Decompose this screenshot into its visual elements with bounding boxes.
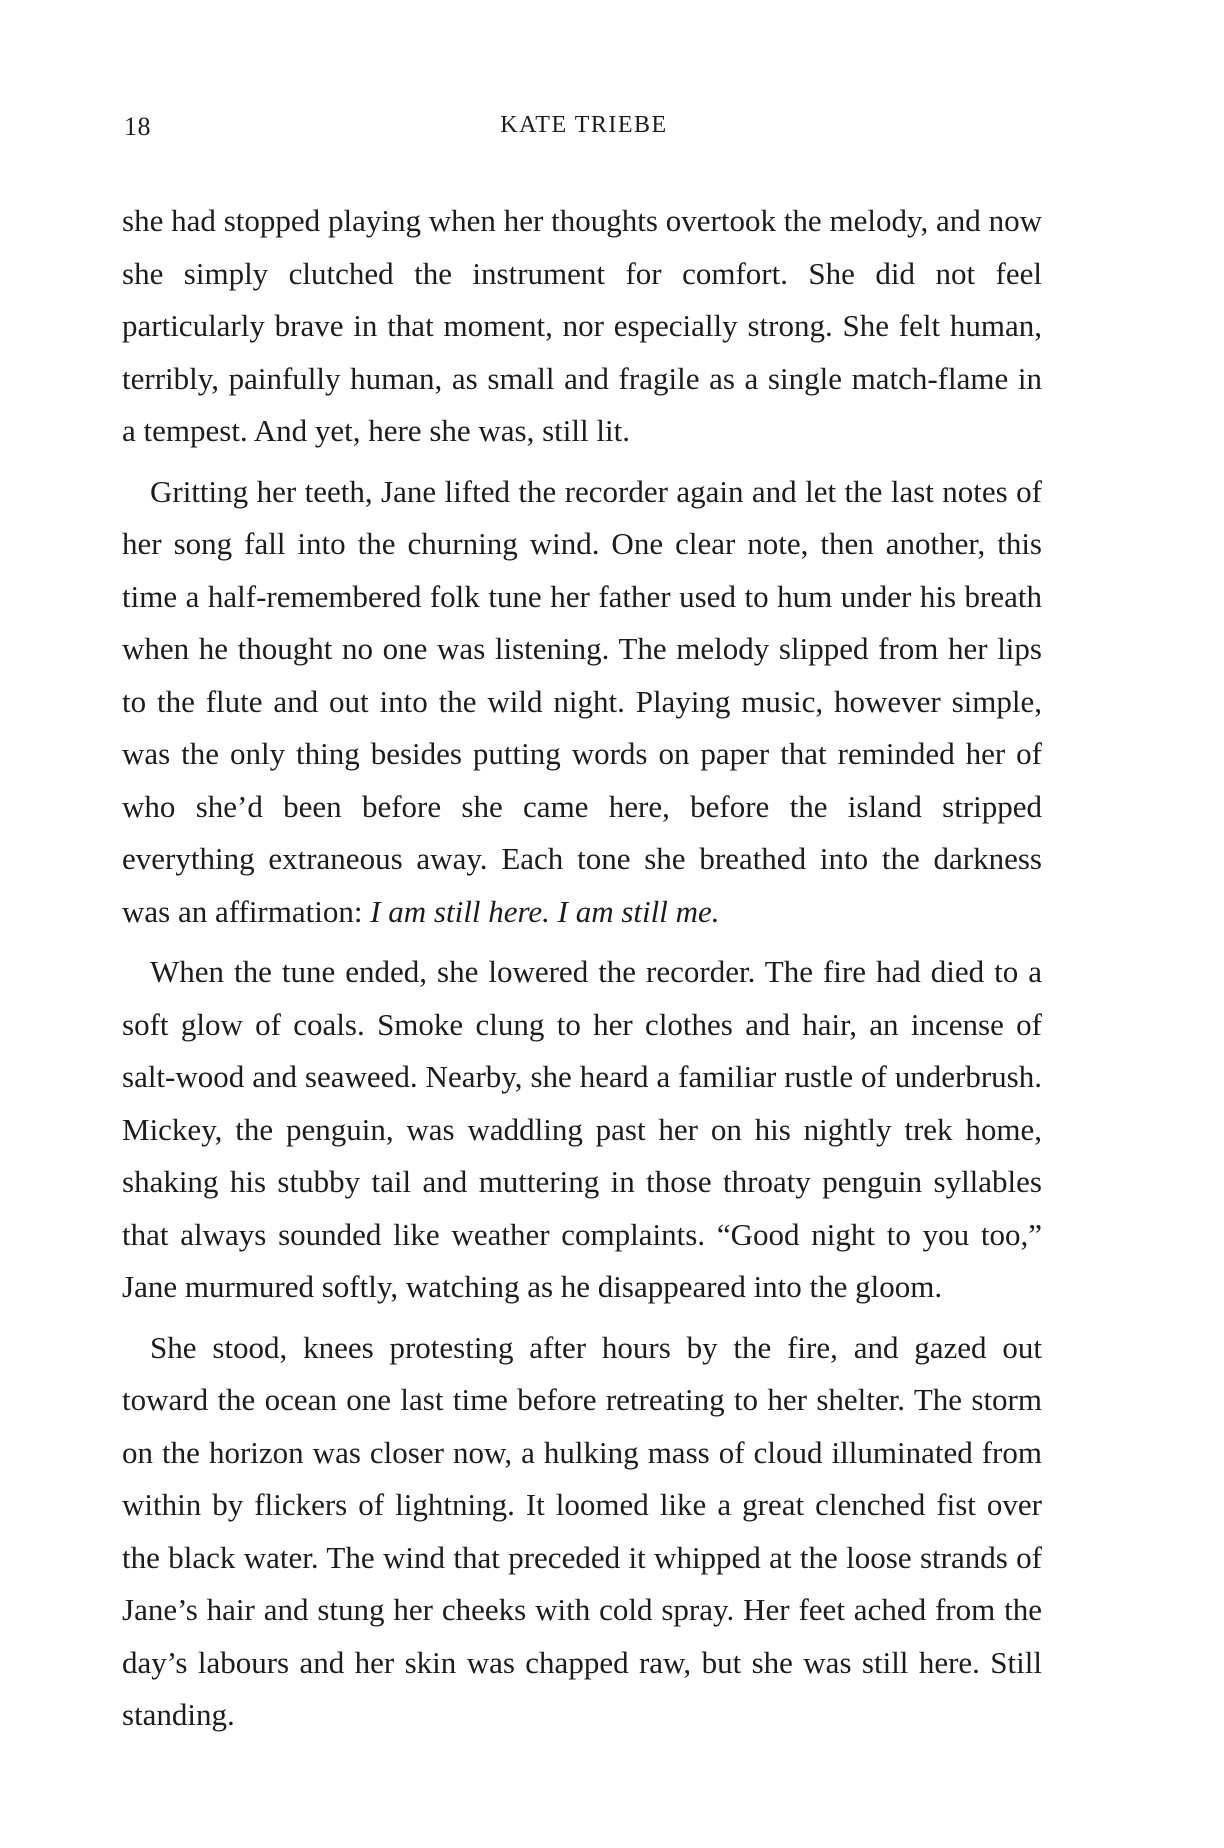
paragraph-text: Gritting her teeth, Jane lifted the recorder again and let the last notes of her song fall into the churning wind. One clear note, then another, this time a half-remembered folk tune her father used to hum under his breath when he thought no one was listening. The melody slipped from her lips to the flute and out into the wild night. Playing music, however simple, was the only thing besides putting words on paper that reminded her of who she’d been before she came here, before the island stripped everything extraneous away. Each tone she breathed into the darkness was an affirmation: bbox=[122, 473, 1042, 929]
body-text bbox=[122, 195, 1042, 1742]
page-header bbox=[124, 112, 1044, 152]
paragraph-continued: she had stopped playing when her thoughts overtook the melody, and now she simply clutched the instrument for comfort. She did not feel particularly brave in that moment, nor especially strong. She felt human, terribly, painfully human, as small and fragile as a single match-flame in a tempest. And yet, here she was, still lit. bbox=[122, 203, 1042, 448]
running-head: KATE TRIEBE bbox=[500, 112, 668, 138]
page-number: 18 bbox=[124, 112, 151, 141]
paragraph bbox=[122, 466, 1042, 939]
paragraph: When the tune ended, she lowered the recorder. The fire had died to a soft glow of coals. Smoke clung to her clothes and hair, an incense of salt-wood and seaweed. Nearby, she heard a familiar rustle of underbrush. Mickey, the penguin, was waddling past her on his nightly trek home, shaking his stubby tail and muttering in those throaty penguin syllables that always sounded like weather complaints. “Good night to you too,” Jane murmured softly, watching as he disappeared into the gloom. bbox=[122, 954, 1042, 1304]
italic-affirmation: I am still here. I am still me. bbox=[370, 893, 720, 929]
paragraph: She stood, knees protesting after hours by the fire, and gazed out toward the ocean one last time before retreating to her shelter. The storm on the horizon was closer now, a hulking mass of cloud illuminated from within by flickers of lightning. It loomed like a great clenched fist over the black water. The wind that preceded it whipped at the loose strands of Jane’s hair and stung her cheeks with cold spray. Her feet ached from the day’s labours and her skin was chapped raw, but she was still here. Still standing. bbox=[122, 1329, 1042, 1732]
